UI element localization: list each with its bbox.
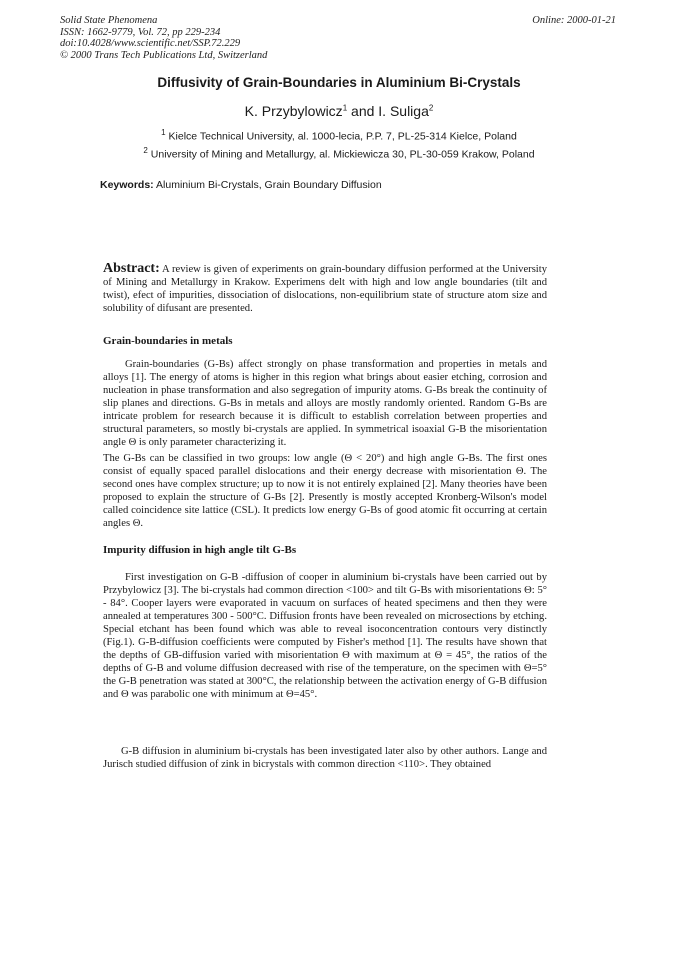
keywords-label: Keywords: [100, 179, 154, 191]
paragraph-diffusion-2: G-B diffusion in aluminium bi-crystals has been investigated later also by other authors. Lange and Jurisch studied diffusion of zink in bicrystals with common direction <110>. They obtained [103, 746, 547, 770]
journal-meta [60, 15, 267, 61]
section-heading-grain-boundaries: Grain-boundaries in metals [103, 335, 233, 347]
keywords [100, 179, 382, 191]
abstract-text: A review is given of experiments on grain-boundary diffusion performed at the University of Mining and Metallurgy in Krakow. Experimens delt with high and low angle boundaries (tilt and twist), efect of impurities, dissociation of dislocations, non-equilibrium state of structure atom size and solubility of difusant are presented. [103, 264, 547, 314]
paragraph-gb-2: The G-Bs can be classified in two groups: low angle (Θ < 20°) and high angle G-Bs. The first ones consist of equally spaced parallel dislocations and their energy decrease with misorientation Θ. The second ones have complex structure; up to now it is not entirely explained [2]. Many theories have been proposed to explain the structure of G-Bs [2]. Presently is mostly accepted Kronberg-Wilson's model called coincidence site lattice (CSL). It predicts low energy G-Bs of good atomic fit occurring at certain angles Θ. [103, 453, 547, 529]
affiliation-2-sup: 2 [143, 146, 148, 155]
journal-name: Solid State Phenomena [60, 15, 158, 26]
author-2-sup: 2 [428, 103, 434, 113]
section-heading-impurity-diffusion: Impurity diffusion in high angle tilt G-Bs [103, 544, 297, 556]
affiliation-1-sup: 1 [161, 128, 166, 137]
online-date: Online: 2000-01-21 [532, 15, 616, 26]
author-line [0, 103, 678, 119]
author-1-sup: 1 [342, 103, 348, 113]
paragraph-diffusion-1: First investigation on G-B -diffusion of cooper in aluminium bi-crystals have been carried out by Przybylowicz [3]. The bi-crystals had common direction <100> and tilt G-Bs with misorientations Θ: 5° - 84°. Cooper layers were evaporated in vacuum on surfaces of heated specimens and then they were annealed at temperatures 300 - 500°C. Diffusion fronts have been revealed on microsections by etching. Special etchant has been found which was able to reveal isoconcentration contours very distinctly (Fig.1). G-B-diffusion coefficients were computed by Fisher's method [1]. The results have shown that the depths of GB-diffusion varied with misorientation Θ with maximum at Θ = 45°, the ratios of the depths of G-B and volume diffusion decreased with rise of the temperature, on the specimen with Θ=5° the G-B penetration was stated at 300°C, the relationship between the activation energy of G-B diffusion and Θ was parabolic one with minimum at Θ=45°. [103, 572, 547, 700]
affiliation-1 [0, 128, 678, 143]
issn-line: ISSN: 1662-9779, Vol. 72, pp 229-234 [60, 26, 221, 38]
author-1: K. Przybylowicz [244, 103, 343, 119]
abstract [103, 262, 547, 315]
keywords-text: Aluminium Bi-Crystals, Grain Boundary Diffusion [153, 179, 382, 191]
affiliation-2 [0, 146, 678, 161]
abstract-label: Abstract: [103, 261, 160, 276]
paragraph-gb-1: Grain-boundaries (G-Bs) affect strongly on phase transformation and properties in metals and alloys [1]. The energy of atoms is higher in this region what brings about easier etching, corrosion and nucleation in phase transformation and also segregation of impurity atoms. G-Bs break the continuity of slip planes and directions. G-Bs in metals and alloys are mostly randomly oriented. Random G-Bs are intricate problem for research because it is difficult to establish correlation between properties and structural parameters, so mostly bi-crystals are applied. In symmetrical isoaxial G-B the misorientation angle Θ is only parameter characterizing it. [103, 359, 547, 448]
paper-title: Diffusivity of Grain-Boundaries in Aluminium Bi-Crystals [157, 75, 521, 90]
doi-line: doi:10.4028/www.scientific.net/SSP.72.229 [60, 38, 241, 49]
author-connector: and [347, 103, 379, 119]
author-2: I. Suliga [378, 103, 429, 119]
copyright-line: © 2000 Trans Tech Publications Ltd, Switzerland [60, 49, 268, 61]
affiliation-1-text: Kielce Technical University, al. 1000-lecia, P.P. 7, PL-25-314 Kielce, Poland [168, 130, 517, 143]
affiliation-2-text: University of Mining and Metallurgy, al. Mickiewicza 30, PL-30-059 Krakow, Poland [150, 148, 535, 161]
